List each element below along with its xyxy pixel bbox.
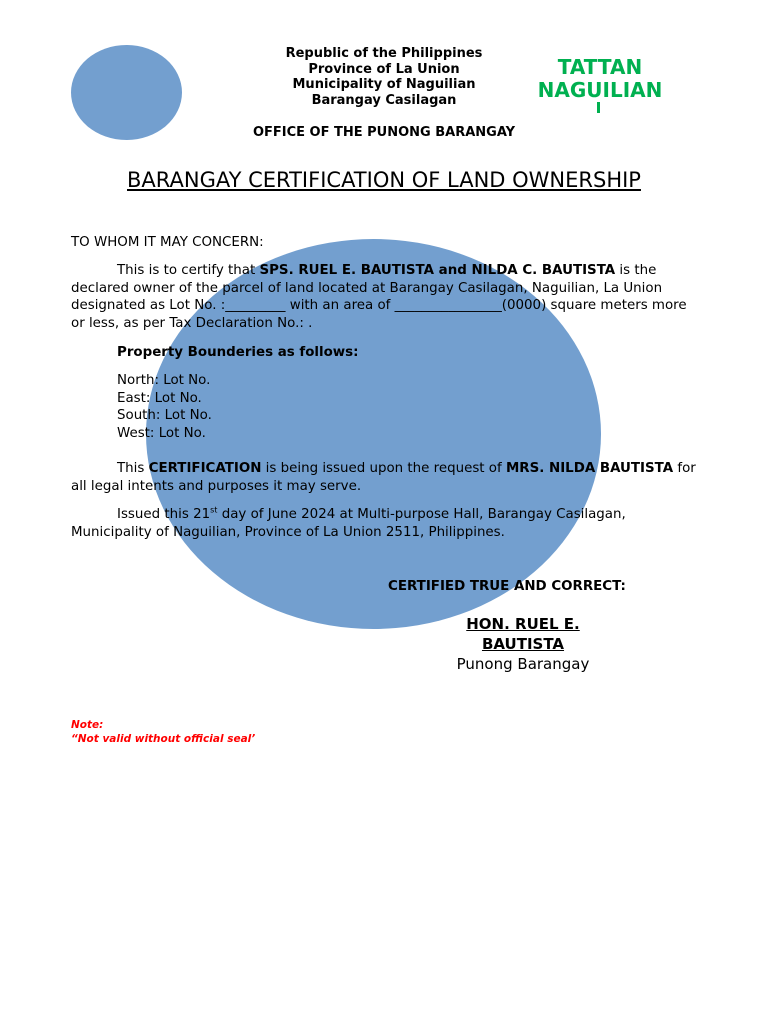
para3-post: day of June 2024 at Multi-purpose Hall, Barangay Casilagan, Municipality of Naguilian, Province of La Union 2511, Philippines.	[71, 507, 626, 540]
office-heading: OFFICE OF THE PUNONG BARANGAY	[252, 125, 516, 140]
para2-pre: This	[117, 461, 149, 476]
certification-paragraph	[71, 262, 701, 332]
validity-note	[71, 719, 255, 746]
letterhead-country: Republic of the Philippines	[285, 46, 483, 61]
signatory-name-line-1: HON. RUEL E.	[466, 615, 580, 633]
certified-label: CERTIFIED TRUE AND CORRECT:	[388, 579, 626, 594]
para2-post: for all legal intents and purposes it may serve.	[71, 461, 696, 494]
issuance-paragraph	[71, 506, 701, 541]
letterhead	[230, 46, 538, 108]
request-paragraph	[71, 460, 701, 495]
letterhead-province: Province of La Union	[308, 61, 460, 77]
signatory-name-line-2: BAUTISTA	[481, 635, 565, 653]
brand-tick-mark	[597, 102, 600, 113]
boundary-south: South: Lot No.	[117, 408, 212, 424]
letterhead-municipality: Municipality of Naguilian	[292, 77, 476, 92]
signatory-block	[440, 614, 606, 674]
note-text: “Not valid without official seal’	[71, 732, 256, 745]
boundary-east: East: Lot No.	[117, 390, 202, 406]
note-label: Note:	[71, 719, 104, 731]
brand-line-1: TATTAN	[557, 55, 643, 79]
para2-mid: is being issued upon the request of	[261, 461, 506, 476]
document-title: BARANGAY CERTIFICATION OF LAND OWNERSHIP	[127, 168, 641, 192]
barangay-logo-placeholder	[71, 45, 182, 140]
day-suffix: st	[210, 505, 218, 515]
salutation: TO WHOM IT MAY CONCERN:	[71, 235, 264, 250]
tattan-naguilian-logo	[520, 56, 680, 102]
requester-name: MRS. NILDA BAUTISTA	[505, 461, 674, 476]
boundary-north: North: Lot No.	[117, 373, 211, 388]
owners-names: SPS. RUEL E. BAUTISTA and NILDA C. BAUTISTA	[259, 263, 616, 278]
brand-line-2: NAGUILIAN	[537, 78, 663, 102]
para1-post: is the declared owner of the parcel of land located at Barangay Casilagan, Naguilian, La Union designated as Lot No. :_________ with an area of ________________(0000) square meters more or less, as per Tax Declaration No.: .	[71, 263, 687, 331]
para1-pre: This is to certify that	[117, 263, 260, 278]
certification-word: CERTIFICATION	[148, 461, 262, 476]
letterhead-barangay: Barangay Casilagan	[311, 92, 457, 108]
signatory-position: Punong Barangay	[456, 655, 590, 673]
boundary-west: West: Lot No.	[117, 425, 206, 441]
para3-pre: Issued this 21	[117, 507, 211, 522]
signatory-name	[440, 614, 606, 654]
boundaries-heading: Property Bounderies as follows:	[117, 345, 359, 360]
boundaries-list	[117, 372, 212, 442]
